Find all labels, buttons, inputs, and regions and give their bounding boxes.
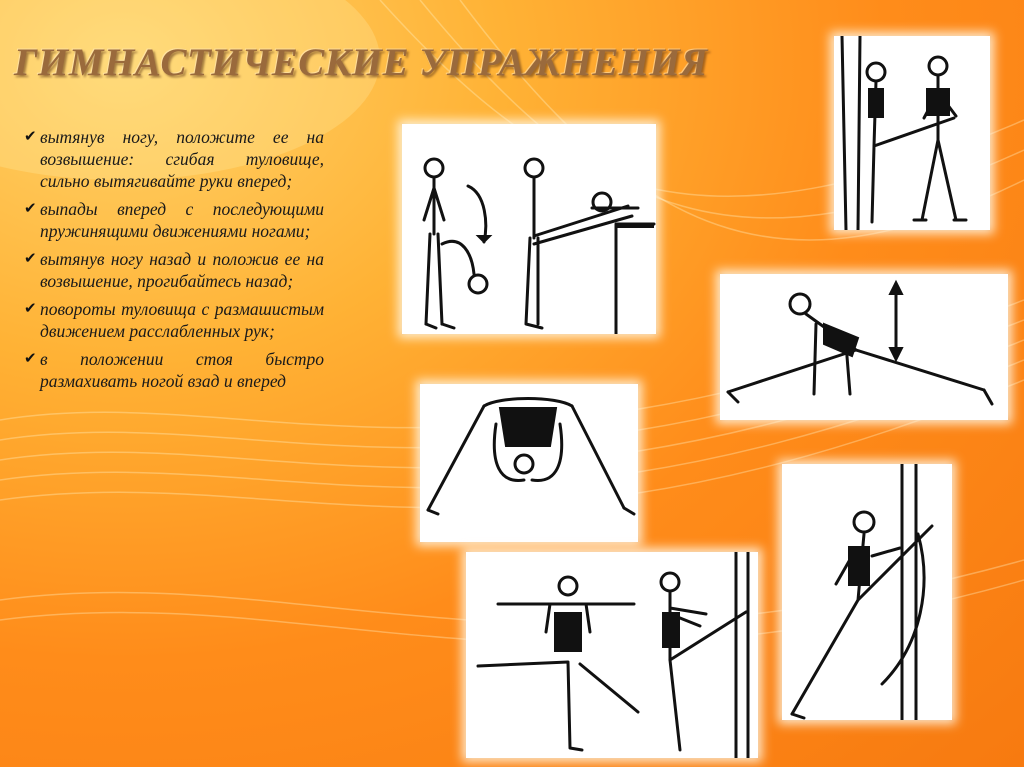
illustration-partner-leg-raise — [834, 36, 990, 230]
bullet-text: вытянув ногу назад и положив ее на возвышение, прогибайтесь назад; — [40, 249, 324, 291]
illustration-leg-split — [720, 274, 1008, 420]
bullet-text: выпады вперед с последующими пружинящими движениями ногами; — [40, 199, 324, 241]
bullet-text: в положении стоя быстро размахивать ногой взад и вперед — [40, 349, 324, 391]
illustration-forward-bend — [402, 124, 656, 334]
list-item — [24, 198, 324, 242]
illustration-high-kick — [782, 464, 952, 720]
checkmark-icon: ✔ — [24, 251, 37, 267]
list-item — [24, 126, 324, 192]
checkmark-icon: ✔ — [24, 351, 37, 367]
slide-title: ГИМНАСТИЧЕСКИЕ УПРАЖНЕНИЯ — [14, 41, 708, 84]
list-item — [24, 248, 324, 292]
exercise-list — [24, 126, 324, 398]
list-item — [24, 298, 324, 342]
checkmark-icon: ✔ — [24, 201, 37, 217]
list-item — [24, 348, 324, 392]
illustration-leg-swings-bar — [466, 552, 758, 758]
checkmark-icon: ✔ — [24, 129, 37, 145]
bullet-text: повороты туловища с размашистым движением расслабленных рук; — [40, 299, 324, 341]
illustration-wide-stance-bend — [420, 384, 638, 542]
bullet-text: вытянув ногу, положите ее на возвышение: сгибая туловище, сильно вытягивайте руки вперед; — [40, 127, 324, 191]
checkmark-icon: ✔ — [24, 301, 37, 317]
